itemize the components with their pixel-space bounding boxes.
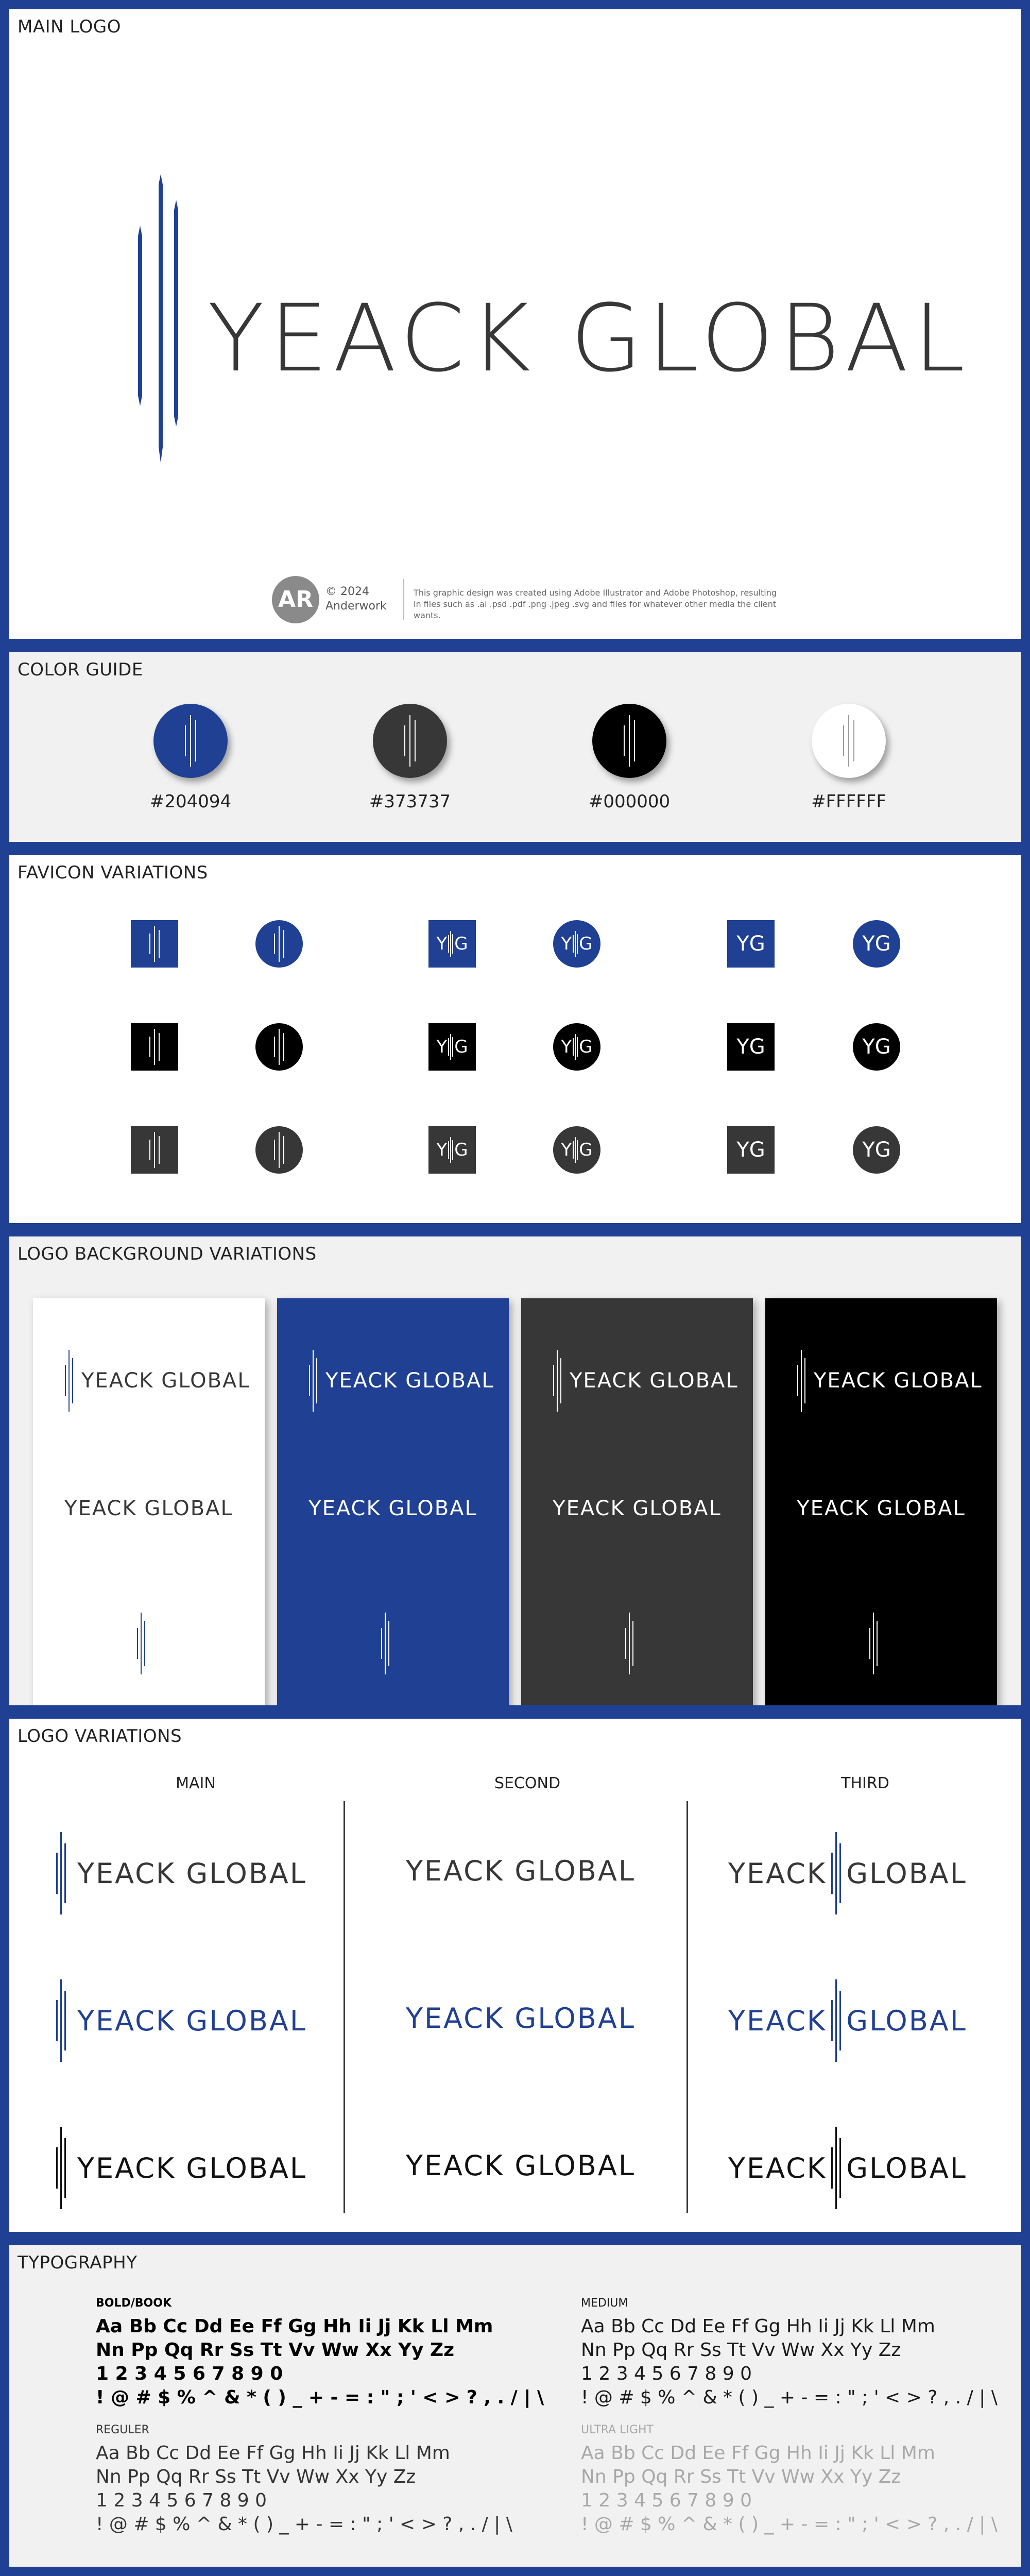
specimen-line: ! @ # $ % ^ & * ( ) _ + - = : " ; ' < > ? , . / | \ [96, 2387, 544, 2408]
slash-mark-icon [830, 1979, 843, 2062]
favicon-initials-circle: YG [853, 1023, 900, 1071]
bg-card-black [765, 1298, 997, 1705]
slash-mark-icon [447, 1034, 454, 1060]
horizontal-logo [308, 1350, 494, 1412]
wordmark: YEACK GLOBAL [570, 1369, 739, 1393]
slash-mark-icon [64, 1350, 74, 1412]
main-logo-dark [55, 1832, 307, 1914]
designer-credit [272, 576, 787, 633]
wordmark-left: YEACK [728, 2151, 827, 2184]
slash-mark-icon [271, 926, 287, 962]
credit-note-line: This graphic design was created using Adobe Illustrator and Adobe Photoshop, resulting [414, 588, 777, 598]
specimen-line: Nn Pp Qq Rr Ss Tt Vv Ww Xx Yy Zz [581, 2466, 901, 2487]
specimen-line: Nn Pp Qq Rr Ss Tt Vv Ww Xx Yy Zz [581, 2340, 901, 2361]
favicon-split-square [428, 1126, 476, 1174]
slash-mark-icon [572, 1034, 579, 1060]
second-logo-dark [406, 1855, 636, 1887]
credit-year: © 2024 [325, 585, 369, 598]
favicon-initials-square: YG [727, 1023, 775, 1071]
section-title: TYPOGRAPHY [18, 2252, 138, 2273]
swatch-dark [332, 704, 486, 838]
specimen-line: 1 2 3 4 5 6 7 8 9 0 [96, 2490, 267, 2511]
bg-card-white [33, 1298, 265, 1705]
slash-mark-icon [147, 926, 162, 962]
swatch-white [770, 704, 925, 838]
logo-variations-section [9, 1719, 1021, 2232]
swatch-circle [592, 704, 666, 778]
wordmark-left: YEACK [728, 2004, 827, 2037]
swatch-circle [373, 704, 447, 778]
section-title: MAIN LOGO [18, 16, 121, 37]
horizontal-logo [796, 1350, 983, 1412]
specimen-line: Nn Pp Qq Rr Ss Tt Vv Ww Xx Yy Zz [96, 2466, 416, 2487]
credit-note [414, 587, 784, 621]
wordmark: YEACK GLOBAL [81, 1369, 250, 1393]
wordmark-only: YEACK GLOBAL [64, 1497, 233, 1520]
slash-mark-icon [402, 715, 418, 767]
slash-mark-icon [552, 1350, 562, 1412]
swatch-hex: #204094 [149, 791, 232, 812]
specimen-line: ! @ # $ % ^ & * ( ) _ + - = : " ; ' < > ? , . / | \ [581, 2514, 998, 2535]
main-logo-section [9, 9, 1021, 639]
initial-g: G [454, 934, 468, 954]
swatch-hex: #373737 [369, 791, 451, 812]
section-title: FAVICON VARIATIONS [18, 862, 208, 883]
color-guide-section [9, 652, 1021, 842]
slash-mark-icon [136, 1613, 146, 1674]
favicon-section [9, 855, 1021, 1223]
slash-mark-icon [183, 715, 198, 767]
credit-divider [403, 579, 404, 620]
initial-y: Y [436, 934, 448, 954]
favicon-initials-square: YG [727, 1126, 775, 1174]
typeface-ultra-light [581, 2424, 998, 2536]
typeface-label: MEDIUM [581, 2297, 628, 2310]
specimen-line: ! @ # $ % ^ & * ( ) _ + - = : " ; ' < > ? , . / | \ [96, 2514, 512, 2535]
typeface-bold [96, 2297, 544, 2410]
specimen-line: 1 2 3 4 5 6 7 8 9 0 [96, 2363, 283, 2384]
designer-logo: AR [272, 576, 319, 623]
favicon-lines-circle [255, 1126, 303, 1174]
specimen-line: Nn Pp Qq Rr Ss Tt Vv Ww Xx Yy Zz [96, 2340, 455, 2361]
favicon-initials-circle: YG [853, 920, 900, 968]
main-logo [133, 174, 970, 463]
favicon-initials-square: YG [727, 920, 775, 968]
slash-mark-icon [55, 1979, 68, 2062]
main-wordmark: YEACK GLOBAL [208, 285, 970, 393]
favicon-lines-square [131, 920, 178, 968]
specimen-line: Aa Bb Cc Dd Ee Ff Gg Hh Ii Jj Kk Ll Mm [96, 2316, 493, 2337]
specimen-line: ! @ # $ % ^ & * ( ) _ + - = : " ; ' < > ? , . / | \ [581, 2387, 998, 2408]
initial-y: Y [436, 1037, 448, 1057]
slash-mark-icon [572, 1137, 579, 1163]
specimen-line: Aa Bb Cc Dd Ee Ff Gg Hh Ii Jj Kk Ll Mm [581, 2443, 935, 2464]
credit-name: Anderwork [325, 600, 387, 613]
wordmark: YEACK GLOBAL [406, 2002, 636, 2035]
initial-g: G [579, 1140, 593, 1160]
initial-y: Y [436, 1140, 448, 1160]
column-title-main: MAIN [176, 1774, 216, 1792]
wordmark: YEACK GLOBAL [406, 2149, 636, 2182]
slash-mark-icon [133, 174, 190, 463]
favicon-split-square [428, 920, 476, 968]
swatch-hex: #FFFFFF [811, 791, 886, 812]
initial-g: G [579, 1037, 593, 1057]
typeface-medium [581, 2297, 998, 2410]
swatch-circle [812, 704, 886, 778]
slash-mark-icon [624, 1613, 634, 1674]
favicon-lines-square [131, 1126, 178, 1174]
third-logo-dark [728, 1832, 967, 1914]
slash-mark-icon [447, 931, 454, 957]
favicon-split-circle [553, 1126, 600, 1174]
swatch-circle [153, 704, 228, 778]
typeface-label: ULTRA LIGHT [581, 2424, 654, 2436]
typeface-label: BOLD/BOOK [96, 2297, 172, 2310]
column-title-second: SECOND [494, 1774, 561, 1792]
initial-g: G [454, 1037, 468, 1057]
favicon-lines-circle [255, 920, 303, 968]
slash-mark-icon [830, 1832, 843, 1914]
slash-mark-icon [147, 1029, 162, 1065]
favicon-lines-square [131, 1023, 178, 1071]
slash-mark-icon [572, 931, 579, 957]
favicon-split-circle [553, 1023, 600, 1071]
wordmark: YEACK GLOBAL [77, 2004, 307, 2037]
initial-y: Y [561, 934, 572, 954]
slash-mark-icon [147, 1132, 162, 1168]
wordmark-left: YEACK [728, 1857, 827, 1890]
slash-mark-icon [271, 1132, 287, 1168]
favicon-initials-circle: YG [853, 1126, 900, 1174]
favicon-split-square [428, 1023, 476, 1071]
slash-mark-icon [622, 715, 637, 767]
column-title-third: THIRD [841, 1774, 889, 1792]
slash-mark-icon [796, 1350, 806, 1412]
specimen-line: Aa Bb Cc Dd Ee Ff Gg Hh Ii Jj Kk Ll Mm [581, 2316, 935, 2337]
slash-mark-icon [308, 1350, 318, 1412]
slash-mark-icon [841, 715, 856, 767]
initial-g: G [579, 934, 593, 954]
specimen-line: Aa Bb Cc Dd Ee Ff Gg Hh Ii Jj Kk Ll Mm [96, 2443, 450, 2464]
slash-mark-icon [380, 1613, 390, 1674]
main-logo-black [55, 2127, 307, 2209]
specimen-line: 1 2 3 4 5 6 7 8 9 0 [581, 2490, 752, 2511]
slash-mark-icon [868, 1613, 879, 1674]
slash-mark-icon [271, 1029, 287, 1065]
second-logo-black [406, 2149, 636, 2182]
wordmark-right: GLOBAL [846, 2004, 967, 2037]
wordmark-only: YEACK GLOBAL [797, 1497, 966, 1520]
horizontal-logo [552, 1350, 739, 1412]
third-logo-black [728, 2127, 967, 2209]
bg-card-dark [521, 1298, 753, 1705]
bg-card-blue [277, 1298, 509, 1705]
wordmark-right: GLOBAL [846, 1857, 967, 1890]
section-title: LOGO VARIATIONS [18, 1726, 182, 1747]
bg-variations-section [9, 1236, 1021, 1705]
credit-note-line: in files such as .ai .psd .pdf .png .jpeg .svg and files for whatever other media the client wants. [414, 599, 777, 620]
vertical-line-left [343, 1801, 345, 2213]
initial-g: G [454, 1140, 468, 1160]
wordmark: YEACK GLOBAL [77, 1857, 307, 1890]
wordmark: YEACK GLOBAL [77, 2151, 307, 2184]
swatch-black [551, 704, 706, 838]
slash-mark-icon [830, 2127, 843, 2209]
wordmark: YEACK GLOBAL [814, 1369, 983, 1393]
wordmark-only: YEACK GLOBAL [553, 1497, 722, 1520]
typeface-label: REGULER [96, 2424, 149, 2436]
initial-y: Y [561, 1140, 572, 1160]
swatch-hex: #000000 [588, 791, 671, 812]
section-title: LOGO BACKGROUND VARIATIONS [18, 1244, 317, 1264]
third-logo-blue [728, 1979, 967, 2062]
typography-section [9, 2245, 1021, 2567]
slash-mark-icon [55, 1832, 68, 1914]
wordmark: YEACK GLOBAL [406, 1855, 636, 1887]
vertical-line-right [686, 1801, 688, 2213]
slash-mark-icon [447, 1137, 454, 1163]
wordmark-only: YEACK GLOBAL [308, 1497, 477, 1520]
wordmark-right: GLOBAL [846, 2151, 967, 2184]
section-title: COLOR GUIDE [18, 659, 143, 680]
favicon-lines-circle [255, 1023, 303, 1071]
slash-mark-icon [55, 2127, 68, 2209]
swatch-blue [112, 704, 267, 838]
second-logo-blue [406, 2002, 636, 2035]
wordmark: YEACK GLOBAL [325, 1369, 494, 1393]
specimen-line: 1 2 3 4 5 6 7 8 9 0 [581, 2363, 752, 2384]
initial-y: Y [561, 1037, 572, 1057]
favicon-split-circle [553, 920, 600, 968]
main-logo-blue [55, 1979, 307, 2062]
horizontal-logo [64, 1350, 250, 1412]
typeface-regular [96, 2424, 512, 2536]
